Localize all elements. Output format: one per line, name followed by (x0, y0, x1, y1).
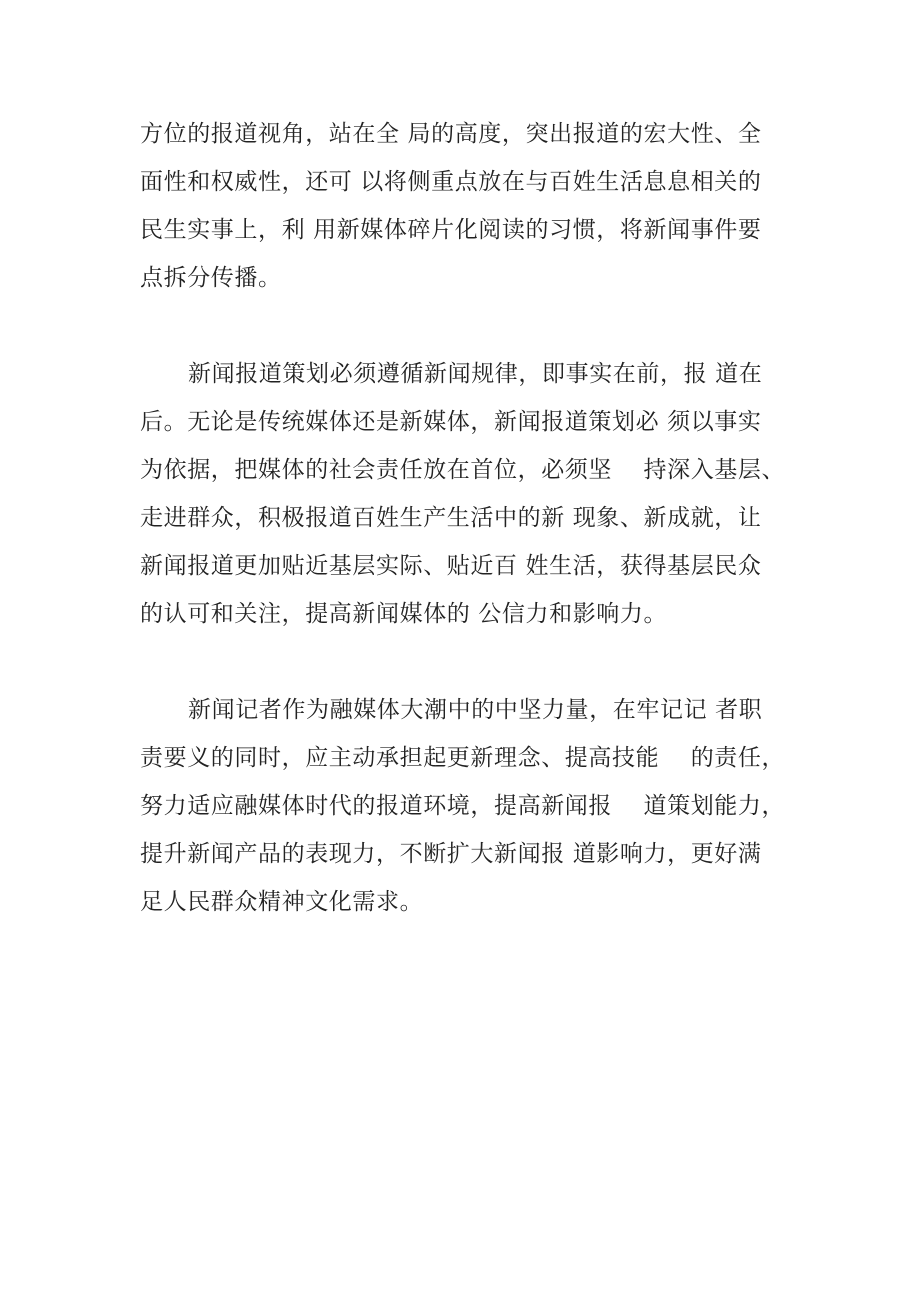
paragraph-1 (140, 110, 820, 302)
text-line: 走进群众，积极报道百姓生产生活中的新 现象、新成就，让 (140, 505, 762, 531)
text-line: 为依据，把媒体的社会责任放在首位，必须坚 持深入基层、 (140, 457, 786, 483)
text-line: 提升新闻产品的表现力，不断扩大新闻报 道影响力，更好满 (140, 841, 762, 867)
text-line: 足人民群众精神文化需求。 (140, 889, 424, 915)
text-line: 点拆分传播。 (140, 265, 282, 291)
text-line: 民生实事上，利 用新媒体碎片化阅读的习惯，将新闻事件要 (140, 217, 762, 243)
text-line: 后。无论是传统媒体还是新媒体，新闻报道策划必 须以事实 (140, 409, 762, 435)
paragraph-2 (140, 350, 820, 638)
paragraph-3 (140, 686, 820, 926)
text-line: 面性和权威性，还可 以将侧重点放在与百姓生活息息相关的 (140, 169, 762, 195)
text-line: 新闻报道更加贴近基层实际、贴近百 姓生活，获得基层民众 (140, 553, 762, 579)
text-line: 的认可和关注，提高新闻媒体的 公信力和影响力。 (140, 601, 668, 627)
text-line-first: 新闻报道策划必须遵循新闻规律，即事实在前，报 道在 (188, 361, 763, 387)
text-line: 方位的报道视角，站在全 局的高度，突出报道的宏大性、全 (140, 121, 762, 147)
text-line: 责要义的同时，应主动承担起更新理念、提高技能 的责任， (140, 745, 786, 771)
text-line-first: 新闻记者作为融媒体大潮中的中坚力量，在牢记记 者职 (188, 697, 763, 723)
text-line: 努力适应融媒体时代的报道环境，提高新闻报 道策划能力， (140, 793, 786, 819)
